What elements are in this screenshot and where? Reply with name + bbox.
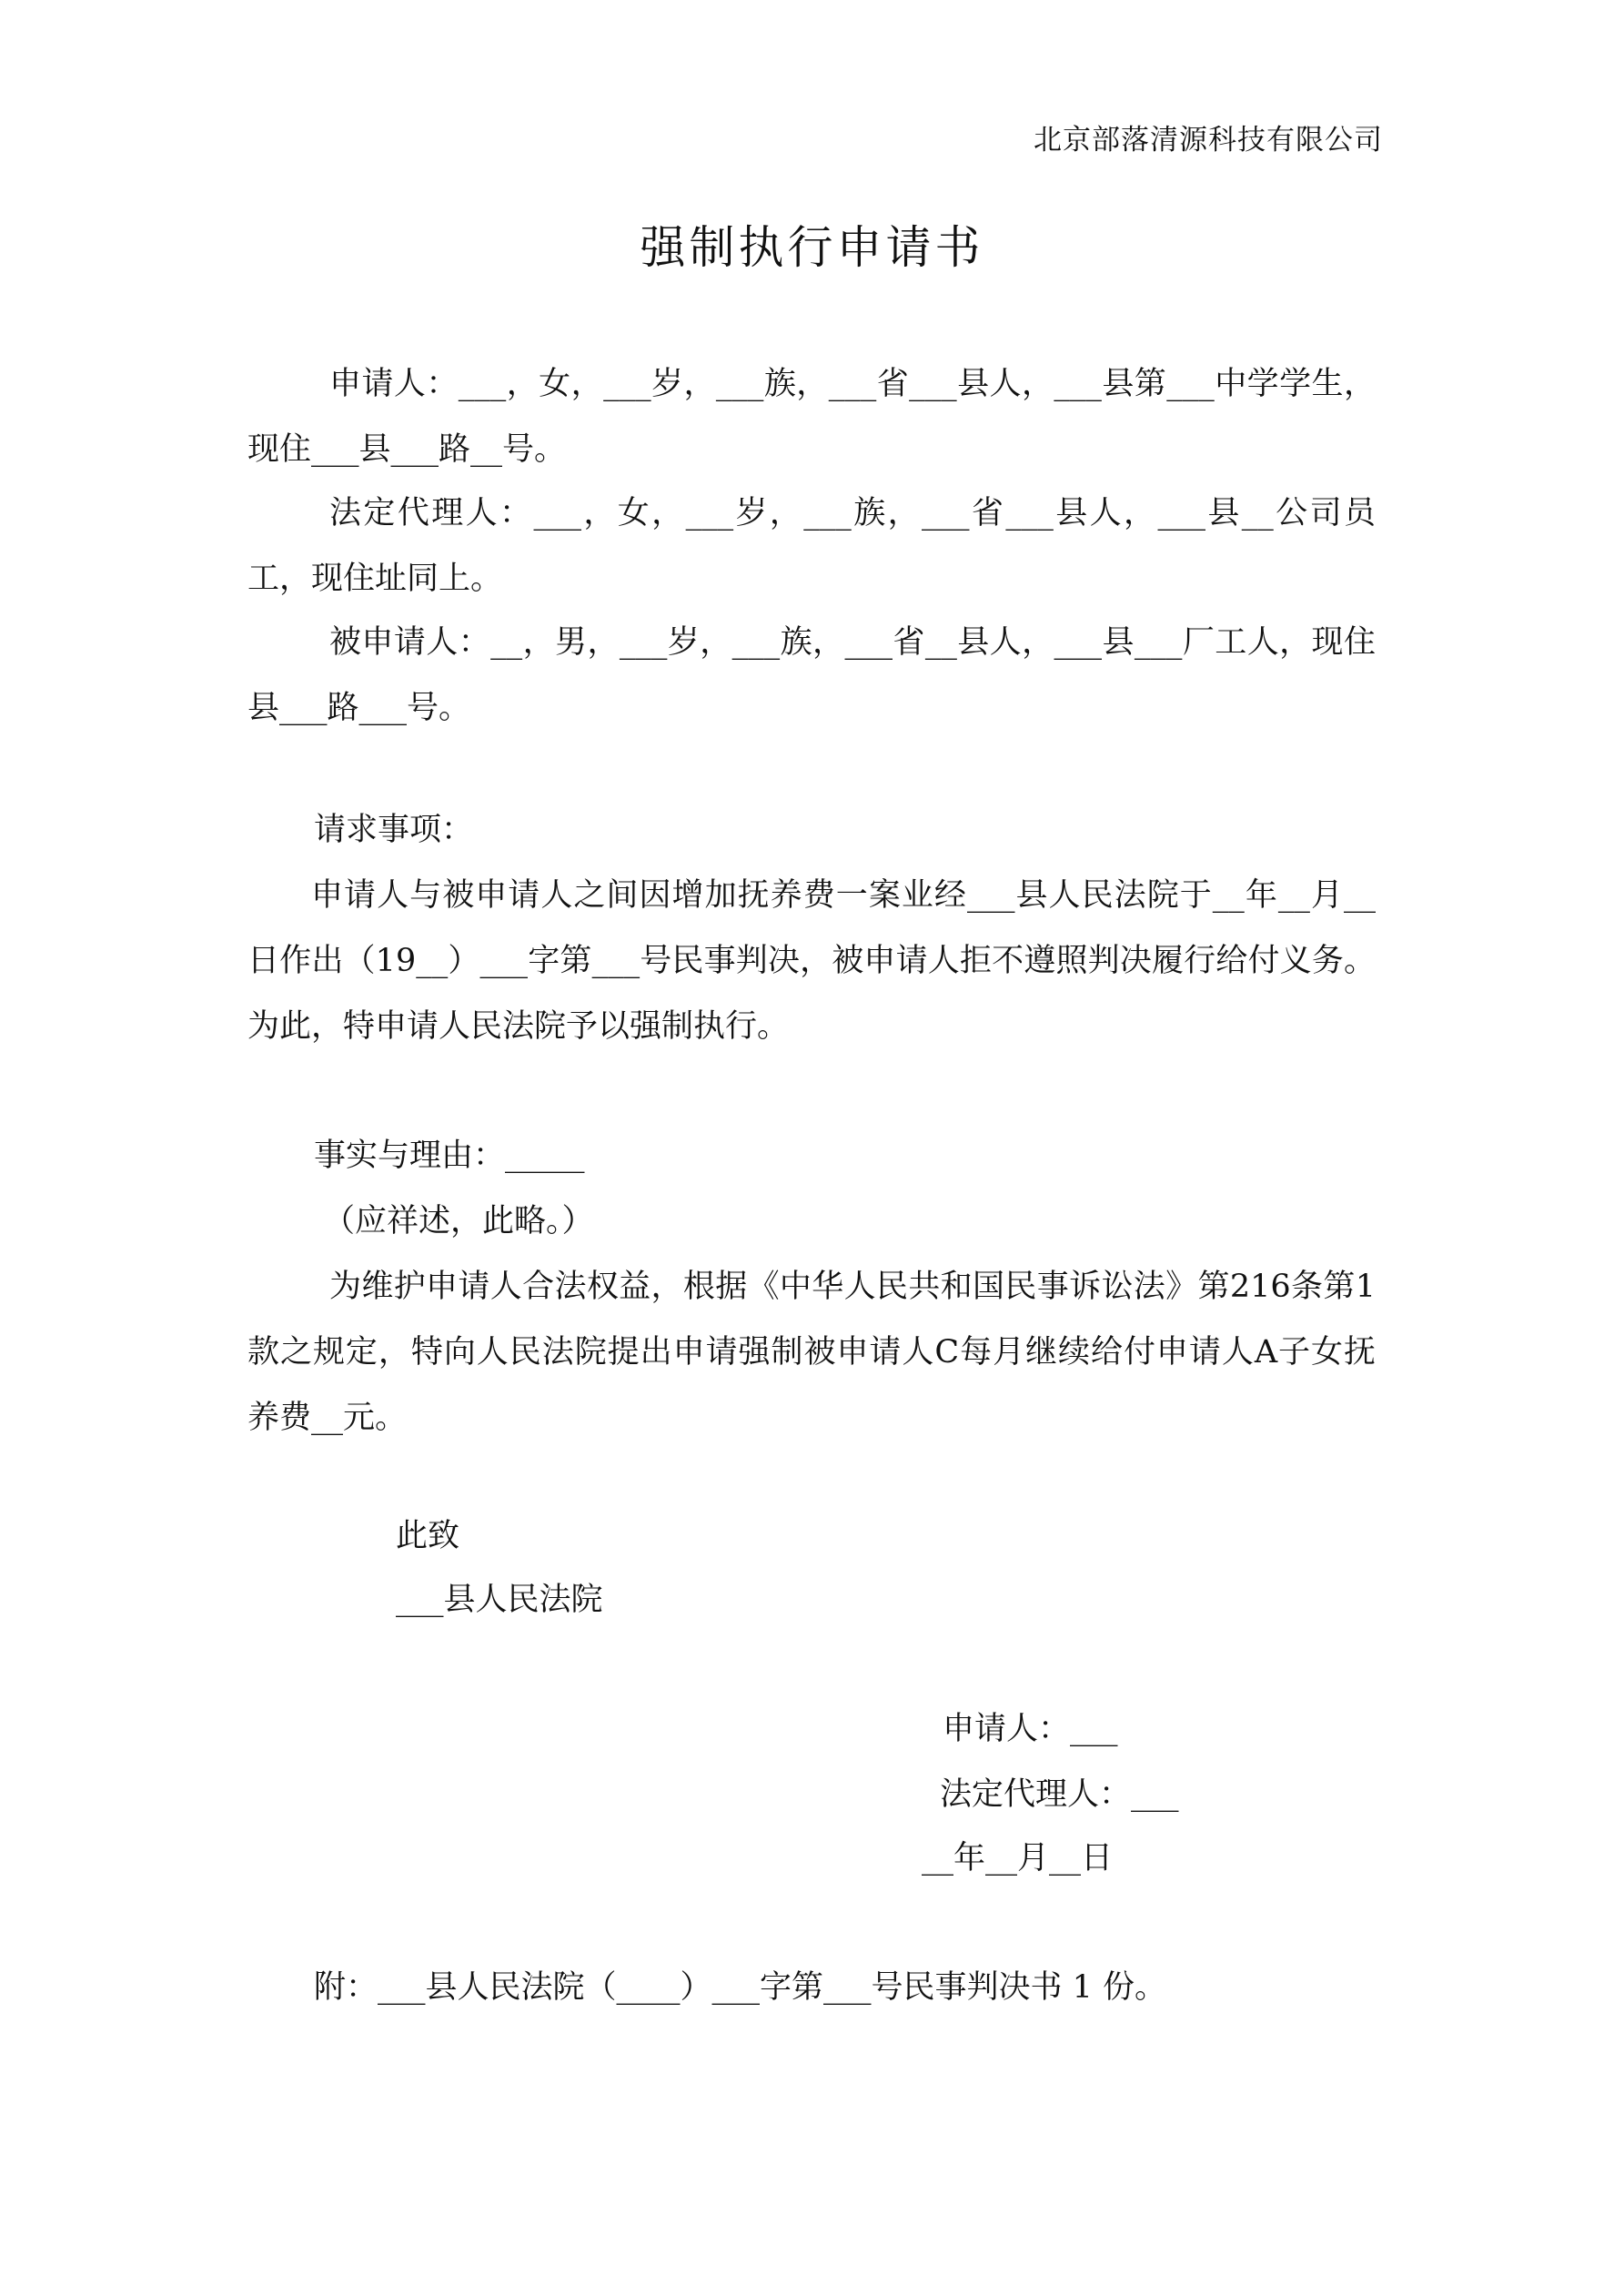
facts-note: （应祥述，此略。） bbox=[323, 1203, 594, 1239]
applicant-paragraph: 申请人：___，女，___岁，___族，___省___县人，___县第___中学学生，现住___县___路__号。 bbox=[247, 366, 1376, 468]
closing-salutation: 此致 bbox=[396, 1518, 460, 1554]
facts-body: 为维护申请人合法权益，根据《中华人民共和国民事诉讼法》第216条第1款之规定，特向人民法院提出申请强制被申请人C每月继续给付申请人A子女抚养费__元。 bbox=[247, 1269, 1376, 1436]
respondent-paragraph: 被申请人：__，男，___岁，___族，___省__县人，___县___厂工人，现住县___路___号。 bbox=[247, 624, 1376, 726]
signature-date: __年__月__日 bbox=[922, 1840, 1114, 1876]
claims-body: 申请人与被申请人之间因增加抚养费一案业经___县人民法院于__年__月__日作出（19__）___字第___号民事判决，被申请人拒不遵照判决履行给付义务。为此，特申请人民法院予以强制执行。 bbox=[247, 877, 1376, 1045]
document-title: 强制执行申请书 bbox=[640, 221, 984, 274]
attachment-line: 附：___县人民法院（____）___字第___号民事判决书 1 份。 bbox=[314, 1969, 1167, 2006]
signature-legal-representative: 法定代理人：___ bbox=[940, 1776, 1179, 1813]
closing-court: ___县人民法院 bbox=[396, 1582, 603, 1618]
facts-heading: 事实与理由：_____ bbox=[314, 1138, 585, 1174]
legal-representative-paragraph: 法定代理人：___，女，___岁，___族，___省___县人，___县__公司员工，现住址同上。 bbox=[247, 495, 1376, 597]
company-header: 北京部落清源科技有限公司 bbox=[1034, 124, 1383, 157]
claims-heading: 请求事项： bbox=[314, 812, 474, 848]
signature-applicant: 申请人：___ bbox=[943, 1711, 1118, 1747]
